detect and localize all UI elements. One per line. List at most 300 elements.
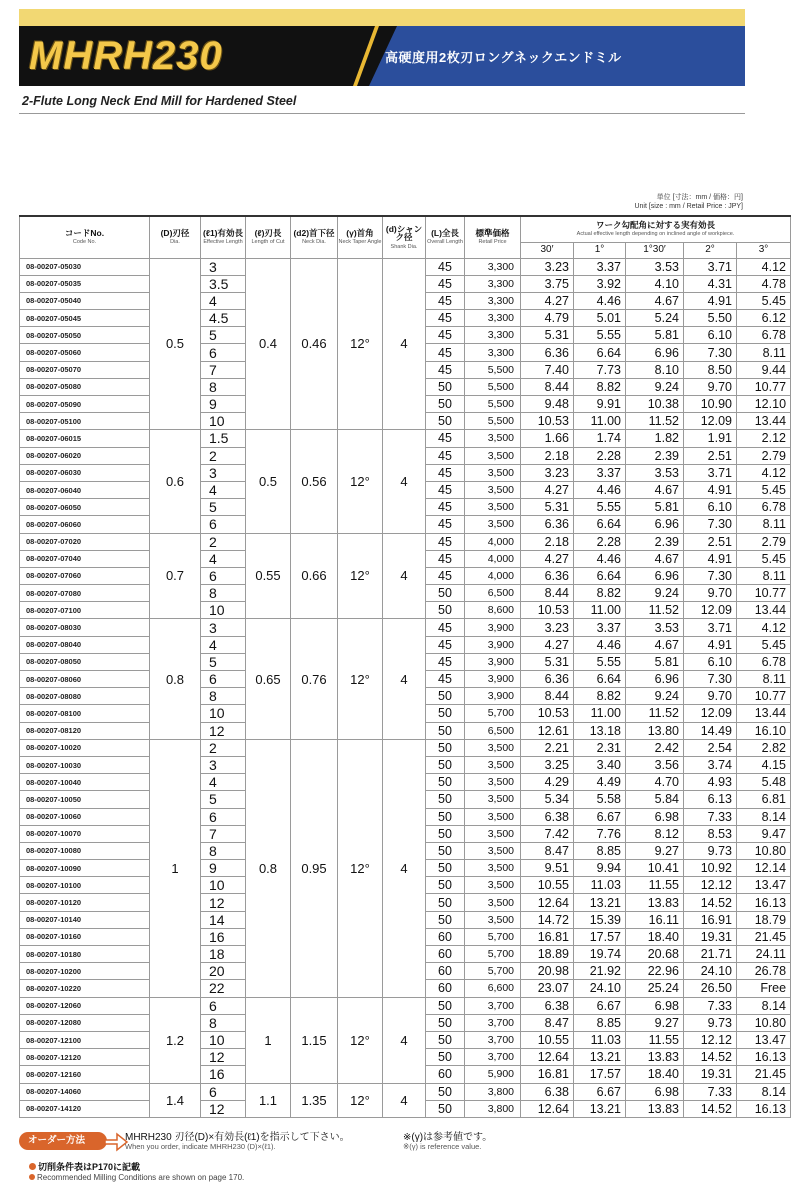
overall-length-cell: 50 [426,739,465,756]
effective-length-cell: 4 [201,550,246,567]
taper-angle-cell: 12° [338,258,383,430]
overall-length-cell: 50 [426,413,465,430]
actual-length-cell: 5.31 [521,653,574,670]
actual-length-cell: 4.79 [521,310,574,327]
effective-length-cell: 14 [201,911,246,928]
actual-length-cell: 2.31 [574,739,626,756]
actual-length-cell: 19.74 [574,946,626,963]
price-cell: 5,700 [465,705,521,722]
overall-length-cell: 50 [426,1014,465,1031]
actual-length-cell: 2.79 [737,533,791,550]
actual-length-cell: 9.51 [521,860,574,877]
price-cell: 3,700 [465,1031,521,1048]
actual-length-cell: 1.66 [521,430,574,447]
overall-length-cell: 50 [426,860,465,877]
actual-length-cell: 3.92 [574,275,626,292]
table-row [20,258,791,275]
code-cell: 08-00207-10220 [20,980,150,997]
actual-length-cell: 6.64 [574,516,626,533]
actual-length-cell: 9.73 [684,1014,737,1031]
actual-length-cell: 12.09 [684,602,737,619]
price-cell: 5,700 [465,963,521,980]
actual-length-cell: 16.11 [626,911,684,928]
table-row [20,533,791,550]
dia-cell: 1.4 [150,1083,201,1117]
actual-length-cell: 3.75 [521,275,574,292]
code-cell: 08-00207-05050 [20,327,150,344]
angle-header: 2° [684,242,737,258]
overall-length-cell: 45 [426,447,465,464]
effective-length-cell: 3 [201,619,246,636]
actual-length-cell: 16.13 [737,894,791,911]
code-cell: 08-00207-14120 [20,1100,150,1117]
taper-angle-cell: 12° [338,1083,383,1117]
actual-length-cell: 12.12 [684,877,737,894]
shank-dia-cell: 4 [383,430,426,533]
price-cell: 3,500 [465,860,521,877]
dia-cell: 0.6 [150,430,201,533]
actual-length-cell: 6.13 [684,791,737,808]
code-cell: 08-00207-05090 [20,396,150,413]
actual-length-cell: 8.10 [626,361,684,378]
actual-length-cell: 9.94 [574,860,626,877]
code-cell: 08-00207-08120 [20,722,150,739]
shank-dia-cell: 4 [383,739,426,997]
price-cell: 3,300 [465,344,521,361]
overall-length-cell: 45 [426,292,465,309]
actual-length-cell: 1.91 [684,430,737,447]
effective-length-cell: 10 [201,1031,246,1048]
overall-length-cell: 45 [426,636,465,653]
actual-length-cell: 3.23 [521,619,574,636]
code-cell: 08-00207-12060 [20,997,150,1014]
overall-length-cell: 45 [426,516,465,533]
actual-length-cell: 18.79 [737,911,791,928]
actual-length-cell: 8.11 [737,344,791,361]
actual-length-cell: 10.90 [684,396,737,413]
actual-length-cell: 9.91 [574,396,626,413]
price-cell: 5,500 [465,378,521,395]
actual-length-cell: 10.80 [737,1014,791,1031]
code-cell: 08-00207-10100 [20,877,150,894]
actual-length-cell: 3.23 [521,464,574,481]
actual-length-cell: 4.31 [684,275,737,292]
price-cell: 3,700 [465,1014,521,1031]
code-cell: 08-00207-12120 [20,1049,150,1066]
actual-length-cell: 10.92 [684,860,737,877]
code-cell: 08-00207-10180 [20,946,150,963]
actual-length-cell: 8.47 [521,842,574,859]
effective-length-cell: 16 [201,928,246,945]
price-cell: 4,000 [465,533,521,550]
overall-length-cell: 45 [426,361,465,378]
actual-length-cell: 11.55 [626,1031,684,1048]
price-cell: 5,500 [465,413,521,430]
price-cell: 3,900 [465,653,521,670]
overall-length-cell: 45 [426,344,465,361]
actual-length-cell: 8.11 [737,516,791,533]
actual-length-cell: 16.10 [737,722,791,739]
actual-length-cell: 13.80 [626,722,684,739]
overall-length-cell: 50 [426,396,465,413]
col-dia-header: (D)刃径 Dia. [150,216,201,258]
overall-length-cell: 50 [426,997,465,1014]
overall-length-cell: 50 [426,825,465,842]
actual-length-cell: 7.30 [684,516,737,533]
code-cell: 08-00207-10020 [20,739,150,756]
actual-length-cell: 6.67 [574,997,626,1014]
actual-length-cell: 5.45 [737,636,791,653]
actual-length-cell: 5.31 [521,499,574,516]
overall-length-cell: 50 [426,705,465,722]
actual-length-cell: 6.98 [626,1083,684,1100]
actual-length-cell: 21.45 [737,928,791,945]
actual-length-cell: 4.49 [574,774,626,791]
actual-length-cell: 2.82 [737,739,791,756]
price-cell: 3,500 [465,516,521,533]
actual-length-cell: 4.91 [684,636,737,653]
code-cell: 08-00207-06060 [20,516,150,533]
actual-length-cell: 6.38 [521,997,574,1014]
actual-length-cell: 17.57 [574,1066,626,1083]
overall-length-cell: 45 [426,430,465,447]
actual-length-cell: 2.54 [684,739,737,756]
actual-length-cell: 13.47 [737,877,791,894]
actual-length-cell: 8.14 [737,808,791,825]
actual-length-cell: 11.52 [626,413,684,430]
actual-length-cell: 5.50 [684,310,737,327]
code-cell: 08-00207-08060 [20,671,150,688]
actual-length-cell: 6.78 [737,653,791,670]
actual-length-cell: 12.61 [521,722,574,739]
actual-length-cell: 11.52 [626,602,684,619]
actual-length-cell: 13.47 [737,1031,791,1048]
col-neck-header: (d2)首下径 Neck Dia. [291,216,338,258]
actual-length-cell: 3.71 [684,258,737,275]
code-cell: 08-00207-05060 [20,344,150,361]
effective-length-cell: 6 [201,671,246,688]
actual-length-cell: 2.51 [684,533,737,550]
actual-length-cell: 6.12 [737,310,791,327]
table-row [20,619,791,636]
actual-length-cell: 13.83 [626,1049,684,1066]
code-cell: 08-00207-10060 [20,808,150,825]
actual-length-cell: 4.12 [737,258,791,275]
length-of-cut-cell: 0.4 [246,258,291,430]
price-cell: 3,500 [465,464,521,481]
actual-length-cell: 6.36 [521,516,574,533]
price-cell: 3,500 [465,825,521,842]
actual-length-cell: 9.70 [684,378,737,395]
code-cell: 08-00207-10120 [20,894,150,911]
effective-length-cell: 2 [201,739,246,756]
actual-length-cell: 5.01 [574,310,626,327]
code-cell: 08-00207-08100 [20,705,150,722]
actual-length-cell: 8.82 [574,585,626,602]
overall-length-cell: 50 [426,756,465,773]
effective-length-cell: 9 [201,396,246,413]
overall-length-cell: 50 [426,1031,465,1048]
overall-length-cell: 50 [426,842,465,859]
actual-length-cell: 14.52 [684,894,737,911]
actual-length-cell: 3.37 [574,619,626,636]
actual-length-cell: 3.56 [626,756,684,773]
actual-length-cell: 5.31 [521,327,574,344]
length-of-cut-cell: 1 [246,997,291,1083]
col-code-header: コードNo. Code No. [20,216,150,258]
col-eff-header: (ℓ1)有効長 Effective Length [201,216,246,258]
overall-length-cell: 45 [426,310,465,327]
actual-length-cell: 6.78 [737,499,791,516]
actual-length-cell: 9.47 [737,825,791,842]
actual-length-cell: 4.12 [737,619,791,636]
effective-length-cell: 4 [201,292,246,309]
actual-length-cell: 7.73 [574,361,626,378]
actual-length-cell: 12.14 [737,860,791,877]
effective-length-cell: 6 [201,997,246,1014]
price-cell: 3,500 [465,842,521,859]
effective-length-cell: 5 [201,653,246,670]
effective-length-cell: 3 [201,464,246,481]
actual-length-cell: 19.31 [684,1066,737,1083]
actual-length-cell: 24.11 [737,946,791,963]
neck-dia-cell: 0.76 [291,619,338,739]
code-cell: 08-00207-06040 [20,481,150,498]
price-cell: 5,700 [465,946,521,963]
actual-length-cell: 4.78 [737,275,791,292]
overall-length-cell: 45 [426,550,465,567]
overall-length-cell: 45 [426,567,465,584]
actual-length-cell: 4.67 [626,550,684,567]
actual-length-cell: 16.81 [521,928,574,945]
price-cell: 6,500 [465,585,521,602]
overall-length-cell: 45 [426,671,465,688]
actual-length-cell: 13.44 [737,705,791,722]
actual-length-cell: 4.27 [521,481,574,498]
actual-length-cell: 24.10 [574,980,626,997]
overall-length-cell: 60 [426,963,465,980]
neck-dia-cell: 0.46 [291,258,338,430]
actual-length-cell: 5.55 [574,327,626,344]
overall-length-cell: 60 [426,1066,465,1083]
col-overall-header: (L)全長 Overall Length [426,216,465,258]
actual-length-cell: 9.70 [684,585,737,602]
actual-length-cell: 6.36 [521,671,574,688]
neck-dia-cell: 0.56 [291,430,338,533]
shank-dia-cell: 4 [383,997,426,1083]
effective-length-cell: 12 [201,722,246,739]
actual-length-cell: 8.44 [521,688,574,705]
milling-note-en-text: Recommended Milling Conditions are shown on page 170. [37,1173,245,1182]
order-instruction-en: When you order, indicate MHRH230 (D)×(ℓ1). [125,1142,276,1151]
length-of-cut-cell: 0.55 [246,533,291,619]
actual-length-cell: 10.41 [626,860,684,877]
dia-cell: 0.5 [150,258,201,430]
overall-length-cell: 45 [426,653,465,670]
effective-length-cell: 8 [201,585,246,602]
actual-length-cell: 4.91 [684,481,737,498]
table-row [20,1083,791,1100]
effective-length-cell: 10 [201,705,246,722]
actual-length-cell: 3.37 [574,258,626,275]
actual-length-cell: 7.30 [684,344,737,361]
actual-length-cell: 6.10 [684,653,737,670]
actual-length-cell: 4.29 [521,774,574,791]
actual-length-cell: 6.67 [574,808,626,825]
actual-length-cell: 8.44 [521,378,574,395]
actual-length-cell: 18.40 [626,928,684,945]
actual-length-cell: 6.98 [626,997,684,1014]
actual-length-cell: 14.49 [684,722,737,739]
actual-length-cell: 2.18 [521,447,574,464]
actual-length-cell: 8.44 [521,585,574,602]
actual-length-cell: 9.48 [521,396,574,413]
code-cell: 08-00207-05040 [20,292,150,309]
price-cell: 3,800 [465,1083,521,1100]
actual-length-cell: 10.53 [521,705,574,722]
dia-cell: 0.8 [150,619,201,739]
length-of-cut-cell: 0.8 [246,739,291,997]
actual-length-cell: 2.18 [521,533,574,550]
actual-length-cell: 8.11 [737,567,791,584]
actual-length-cell: 8.12 [626,825,684,842]
product-title: MHRH230 [29,34,223,78]
effective-length-cell: 10 [201,413,246,430]
code-cell: 08-00207-08040 [20,636,150,653]
effective-length-cell: 10 [201,877,246,894]
taper-angle-cell: 12° [338,430,383,533]
actual-length-cell: 11.00 [574,413,626,430]
code-cell: 08-00207-07040 [20,550,150,567]
overall-length-cell: 50 [426,877,465,894]
actual-length-cell: 12.09 [684,413,737,430]
actual-length-cell: 6.38 [521,1083,574,1100]
actual-length-cell: 6.78 [737,327,791,344]
price-cell: 3,500 [465,739,521,756]
actual-length-cell: 2.51 [684,447,737,464]
actual-length-cell: 12.64 [521,1100,574,1117]
actual-length-cell: 8.14 [737,1083,791,1100]
price-cell: 3,300 [465,310,521,327]
col-cut-header: (ℓ)刃長 Length of Cut [246,216,291,258]
actual-length-cell: 2.28 [574,447,626,464]
actual-length-cell: 4.10 [626,275,684,292]
actual-length-cell: 11.03 [574,877,626,894]
actual-length-cell: 5.55 [574,499,626,516]
effective-length-cell: 20 [201,963,246,980]
actual-length-cell: 2.28 [574,533,626,550]
overall-length-cell: 50 [426,911,465,928]
price-cell: 5,900 [465,1066,521,1083]
actual-length-cell: 8.82 [574,378,626,395]
effective-length-cell: 22 [201,980,246,997]
shank-dia-cell: 4 [383,1083,426,1117]
actual-length-cell: 12.10 [737,396,791,413]
overall-length-cell: 50 [426,1049,465,1066]
actual-length-cell: 4.91 [684,292,737,309]
effective-length-cell: 8 [201,378,246,395]
actual-length-cell: 6.96 [626,671,684,688]
actual-length-cell: 5.55 [574,653,626,670]
price-cell: 3,900 [465,688,521,705]
overall-length-cell: 50 [426,688,465,705]
actual-length-cell: 11.55 [626,877,684,894]
overall-length-cell: 45 [426,499,465,516]
code-cell: 08-00207-14060 [20,1083,150,1100]
actual-length-cell: 16.91 [684,911,737,928]
actual-length-cell: 10.53 [521,413,574,430]
actual-length-cell: 3.71 [684,464,737,481]
actual-length-cell: 10.77 [737,688,791,705]
actual-length-cell: 17.57 [574,928,626,945]
actual-length-cell: 13.44 [737,413,791,430]
actual-length-cell: 18.89 [521,946,574,963]
effective-length-cell: 4 [201,481,246,498]
effective-length-cell: 8 [201,688,246,705]
actual-length-cell: 4.93 [684,774,737,791]
actual-length-cell: 13.44 [737,602,791,619]
length-of-cut-cell: 0.5 [246,430,291,533]
code-cell: 08-00207-05070 [20,361,150,378]
overall-length-cell: 45 [426,619,465,636]
actual-length-cell: 5.48 [737,774,791,791]
reference-note-en: ※(γ) is reference value. [403,1142,482,1151]
actual-length-cell: 12.09 [684,705,737,722]
actual-length-cell: 10.55 [521,877,574,894]
actual-length-cell: 6.81 [737,791,791,808]
actual-length-cell: 9.24 [626,585,684,602]
actual-length-cell: 10.53 [521,602,574,619]
actual-length-cell: 5.81 [626,499,684,516]
effective-length-cell: 16 [201,1066,246,1083]
taper-angle-cell: 12° [338,739,383,997]
actual-length-cell: 2.39 [626,447,684,464]
price-cell: 3,700 [465,1049,521,1066]
code-cell: 08-00207-10070 [20,825,150,842]
actual-length-cell: 8.85 [574,842,626,859]
code-cell: 08-00207-06020 [20,447,150,464]
milling-note-jp [29,1160,140,1173]
actual-length-cell: 10.77 [737,585,791,602]
effective-length-cell: 3.5 [201,275,246,292]
angle-header: 1° [574,242,626,258]
actual-length-cell: 4.46 [574,292,626,309]
price-cell: 5,500 [465,396,521,413]
price-cell: 3,500 [465,756,521,773]
actual-length-cell: 20.68 [626,946,684,963]
effective-length-cell: 3 [201,756,246,773]
angle-header: 30′ [521,242,574,258]
code-cell: 08-00207-07020 [20,533,150,550]
effective-length-cell: 3 [201,258,246,275]
taper-angle-cell: 12° [338,619,383,739]
actual-length-cell: 3.53 [626,258,684,275]
actual-length-cell: 11.00 [574,602,626,619]
actual-length-cell: 6.96 [626,344,684,361]
code-cell: 08-00207-10200 [20,963,150,980]
code-cell: 08-00207-12160 [20,1066,150,1083]
price-cell: 6,500 [465,722,521,739]
actual-length-cell: 10.77 [737,378,791,395]
overall-length-cell: 50 [426,722,465,739]
length-of-cut-cell: 1.1 [246,1083,291,1117]
actual-length-cell: Free [737,980,791,997]
code-cell: 08-00207-06030 [20,464,150,481]
overall-length-cell: 50 [426,774,465,791]
effective-length-cell: 5 [201,499,246,516]
overall-length-cell: 45 [426,464,465,481]
product-subtitle: 2-Flute Long Neck End Mill for Hardened Steel [22,94,297,108]
